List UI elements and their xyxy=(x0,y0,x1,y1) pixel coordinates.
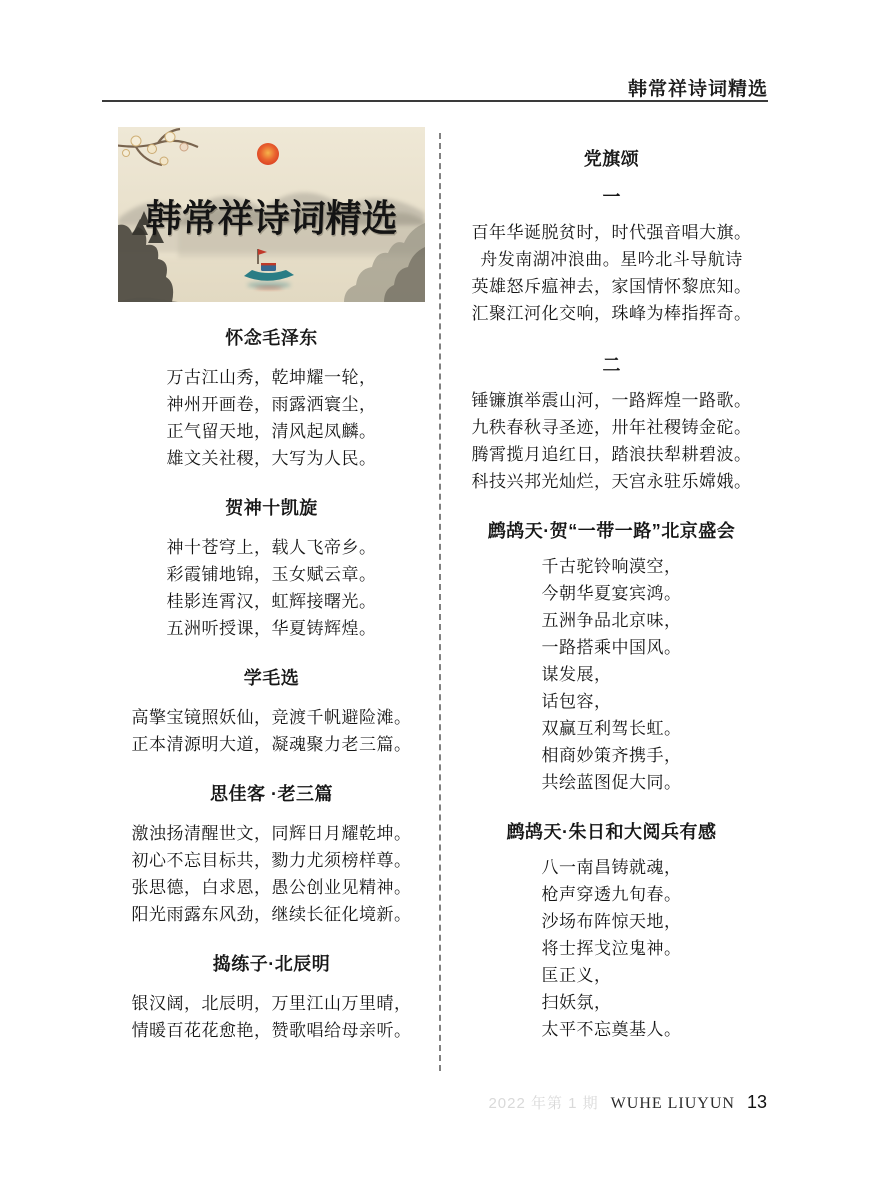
poem xyxy=(118,496,425,642)
banner-calligraphy-title: 韩常祥诗词精选 xyxy=(144,196,399,242)
poem-line: 英雄怒斥瘟神去，家国情怀黎庶知。 xyxy=(471,277,752,296)
poem-line: 千古驼铃响漠空， xyxy=(541,557,682,576)
poem-title: 学毛选 xyxy=(243,668,300,688)
poem-title: 鹧鸪天·贺“一带一路”北京盛会 xyxy=(487,521,736,541)
poem-line: 匡正义， xyxy=(541,966,612,985)
poem-line: 九秩春秋寻圣迹，卅年社稷铸金砣。 xyxy=(471,418,752,437)
verse xyxy=(118,364,425,472)
verse xyxy=(118,820,425,928)
left-poems-list xyxy=(118,326,425,1044)
poem-line: 双赢互利驾长虹。 xyxy=(541,719,682,738)
poem xyxy=(118,666,425,758)
page-footer xyxy=(488,1092,767,1113)
poem-line: 将士挥戈泣鬼神。 xyxy=(541,939,682,958)
poem-line: 彩霞铺地锦，玉女赋云章。 xyxy=(166,565,377,584)
title-banner-image xyxy=(118,127,425,302)
poem-line: 五洲争品北京味， xyxy=(541,611,682,630)
left-column xyxy=(118,127,425,1044)
verse-lines xyxy=(542,854,682,1043)
poem-line: 神十苍穹上，载人飞帝乡。 xyxy=(166,538,377,557)
poem xyxy=(455,820,768,1043)
poem xyxy=(118,326,425,472)
footer-page-number: 13 xyxy=(746,1092,767,1112)
poem-line: 沙场布阵惊天地， xyxy=(541,912,682,931)
poem-line: 扫妖氛， xyxy=(541,993,612,1012)
poem-line: 张思德，白求恩，愚公创业见精神。 xyxy=(131,878,412,897)
poem-line: 锤镰旗举震山河，一路辉煌一路歌。 xyxy=(471,391,752,410)
footer-issue-label: 2022 年第 1 期 xyxy=(488,1095,599,1112)
poem-line: 一路搭乘中国风。 xyxy=(541,638,682,657)
poem-line: 正气留天地，清风起凤麟。 xyxy=(166,422,377,441)
poem-line: 神州开画卷，雨露洒寰尘， xyxy=(166,395,377,414)
verse xyxy=(455,219,768,327)
poem-line: 科技兴邦光灿烂，天宫永驻乐嫦娥。 xyxy=(471,472,752,491)
poem-line: 万古江山秀，乾坤耀一轮， xyxy=(166,368,377,387)
running-head-title: 韩常祥诗词精选 xyxy=(627,79,768,100)
poem xyxy=(455,147,768,495)
poem-line: 阳光雨露东风劲，继续长征化境新。 xyxy=(131,905,412,924)
poem-line: 话包容， xyxy=(541,692,612,711)
red-sun-icon xyxy=(257,143,279,165)
poem-title: 思佳客 ·老三篇 xyxy=(210,784,333,804)
poem-title: 捣练子·北辰明 xyxy=(212,954,331,974)
verse-lines xyxy=(118,534,425,642)
poem-title: 党旗颂 xyxy=(583,149,640,169)
poem-title: 贺神十凯旋 xyxy=(225,498,318,518)
poem-line: 腾霄揽月追红日，踏浪扶犁耕碧波。 xyxy=(471,445,752,464)
verse xyxy=(455,854,768,1043)
poem-line: 百年华诞脱贫时，时代强音唱大旗。 xyxy=(471,223,752,242)
verse-lines xyxy=(455,387,768,495)
poem-line: 八一南昌铸就魂， xyxy=(541,858,682,877)
page-body xyxy=(118,127,768,1071)
poem xyxy=(455,519,768,796)
right-poems-list xyxy=(455,147,768,1043)
poem xyxy=(118,952,425,1044)
poem-line: 共绘蓝图促大同。 xyxy=(541,773,682,792)
poem-line: 银汉阔，北辰明，万里江山万里晴， xyxy=(131,994,412,1013)
verse-lines xyxy=(118,704,425,758)
verse xyxy=(118,534,425,642)
poem-line: 雄文关社稷，大写为人民。 xyxy=(166,449,377,468)
poem-line: 初心不忘目标共，勠力尤须榜样尊。 xyxy=(131,851,412,870)
poem-title: 鹧鸪天·朱日和大阅兵有感 xyxy=(506,822,717,842)
poem-line: 情暖百花花愈艳，赞歌唱给母亲听。 xyxy=(131,1021,412,1040)
poem-line: 舟发南湖冲浪曲。星吟北斗导航诗 xyxy=(480,250,743,269)
poem-line: 枪声穿透九旬春。 xyxy=(541,885,682,904)
poem-line: 桂影连霄汉，虹辉接曙光。 xyxy=(166,592,377,611)
column-divider-dashed-rule xyxy=(439,133,441,1071)
poem-line: 相商妙策齐携手， xyxy=(541,746,682,765)
verse-lines xyxy=(542,553,682,796)
verse xyxy=(455,387,768,495)
poem-line: 激浊扬清醒世文，同辉日月耀乾坤。 xyxy=(131,824,412,843)
verse xyxy=(455,553,768,796)
verse-lines xyxy=(455,219,768,327)
poem xyxy=(118,782,425,928)
header-rule xyxy=(102,100,768,102)
poem-line: 谋发展， xyxy=(541,665,612,684)
footer-journal-name: WUHE LIUYUN xyxy=(610,1095,735,1112)
right-column xyxy=(455,127,768,1043)
poem-section-subtitle: 一 xyxy=(602,187,621,207)
poem-line: 高擎宝镜照妖仙，竞渡千帆避险滩。 xyxy=(131,708,412,727)
poem-line: 今朝华夏宴宾鸿。 xyxy=(541,584,682,603)
poem-line: 汇聚江河化交响，珠峰为棒指挥奇。 xyxy=(471,304,752,323)
verse-lines xyxy=(118,364,425,472)
poem-title: 怀念毛泽东 xyxy=(225,328,318,348)
verse xyxy=(118,990,425,1044)
poem-line: 太平不忘奠基人。 xyxy=(541,1020,682,1039)
verse-lines xyxy=(118,820,425,928)
poem-line: 五洲听授课，华夏铸辉煌。 xyxy=(166,619,377,638)
poem-section-subtitle: 二 xyxy=(602,355,621,375)
poem-line: 正本清源明大道，凝魂聚力老三篇。 xyxy=(131,735,412,754)
verse xyxy=(118,704,425,758)
verse-lines xyxy=(118,990,425,1044)
